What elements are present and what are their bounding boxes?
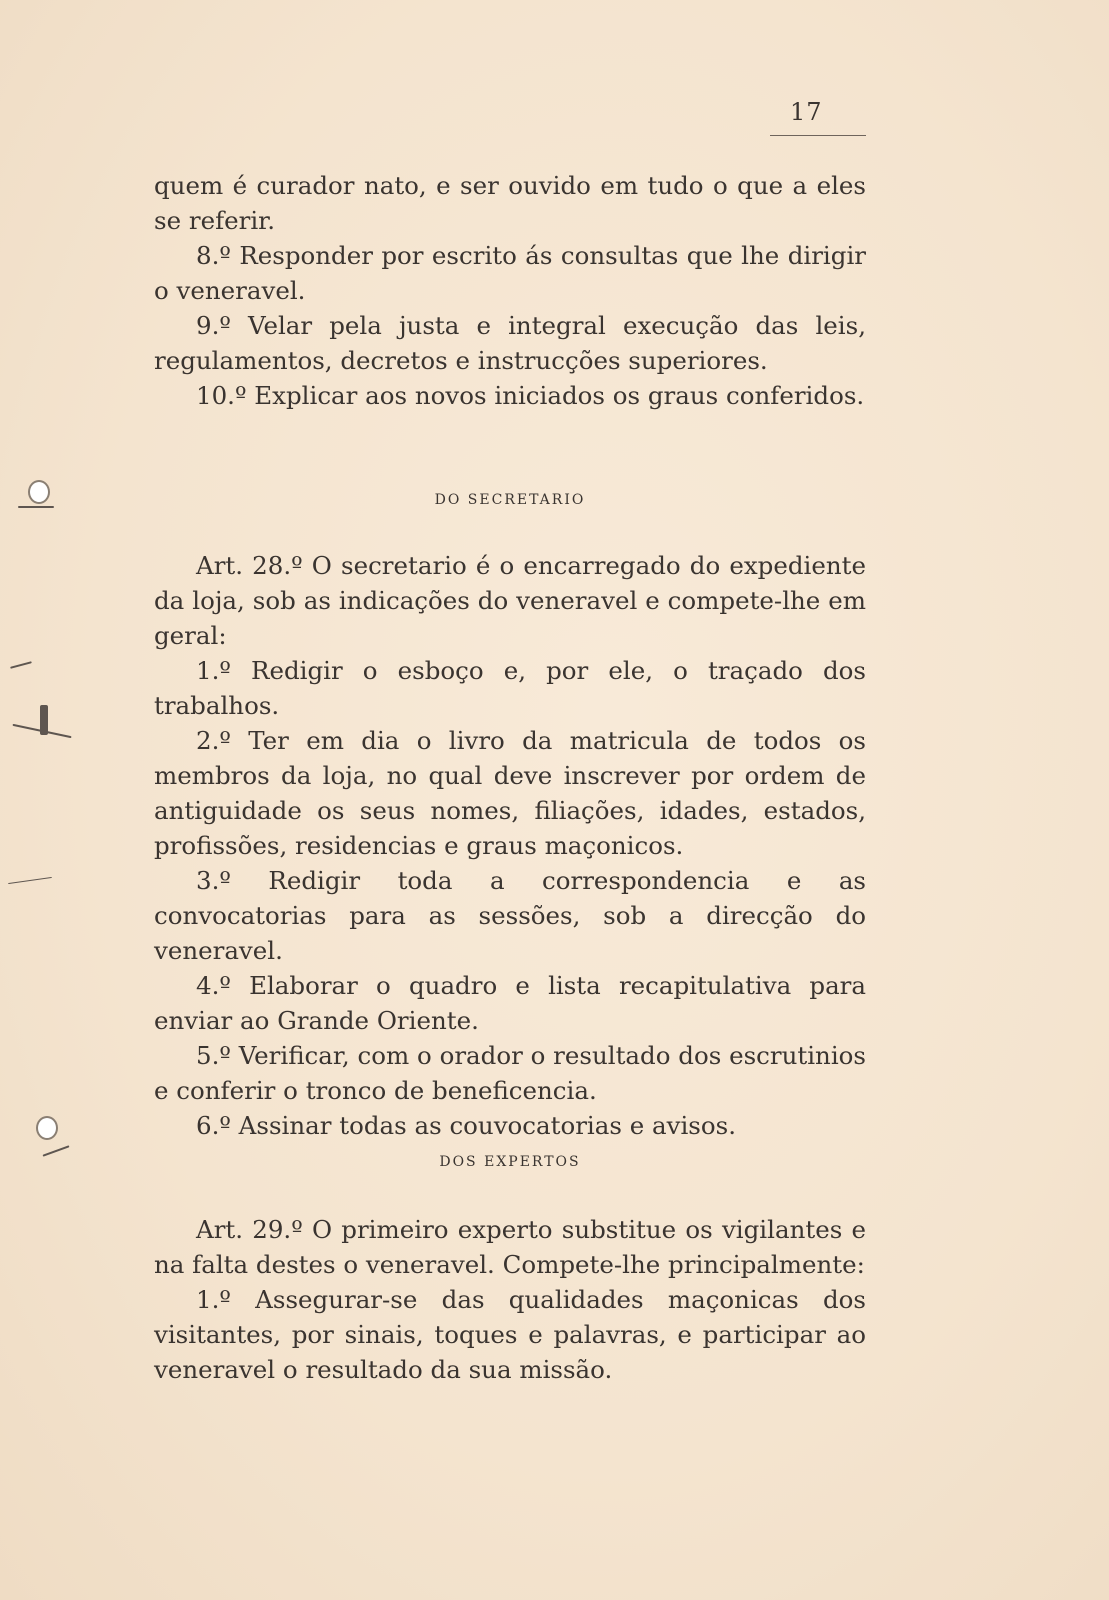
tear-mark-icon <box>8 877 52 884</box>
text-block-orador <box>154 168 866 413</box>
paragraph: 3.º Redigir toda a correspondencia e as convocatorias para as sessões, sob a direcção do veneravel. <box>154 866 866 965</box>
paragraph: 1.º Redigir o esboço e, por ele, o traçado dos trabalhos. <box>154 656 866 720</box>
paragraph: 6.º Assinar todas as couvocatorias e avisos. <box>196 1111 736 1140</box>
text-block-secretario <box>154 548 866 1143</box>
tear-mark-icon <box>18 506 54 508</box>
binding-hole-icon <box>28 480 50 504</box>
paragraph: 8.º Responder por escrito ás consultas que lhe dirigir o veneravel. <box>154 241 866 305</box>
binding-hole-icon <box>36 1116 58 1140</box>
paragraph: 9.º Velar pela justa e integral execução das leis, regulamentos, decretos e instrucções superiores. <box>154 311 866 375</box>
text-block-expertos <box>154 1212 866 1387</box>
tear-mark-icon <box>10 661 32 669</box>
tear-mark-icon <box>43 1145 70 1156</box>
header-rule <box>770 135 866 136</box>
paragraph: 10.º Explicar aos novos iniciados os graus conferidos. <box>196 381 865 410</box>
paragraph: 2.º Ter em dia o livro da matricula de todos os membros da loja, no qual deve inscrever por ordem de antiguidade os seus nomes, filiações, idades, estados, profissões, residencias e graus maçonicos. <box>154 726 866 860</box>
section-heading-expertos: DOS EXPERTOS <box>439 1154 581 1170</box>
paragraph: Art. 28.º O secretario é o encarregado do expediente da loja, sob as indicações do veneravel e compete-lhe em geral: <box>154 551 866 650</box>
paragraph: quem é curador nato, e ser ouvido em tudo o que a eles se referir. <box>154 171 866 235</box>
section-heading-secretario: DO SECRETARIO <box>434 492 586 508</box>
paragraph: Art. 29.º O primeiro experto substitue os vigilantes e na falta destes o veneravel. Compete-lhe principalmente: <box>154 1215 866 1279</box>
paragraph: 1.º Assegurar-se das qualidades maçonicas dos visitantes, por sinais, toques e palavras, e participar ao veneravel o resultado da sua missão. <box>154 1285 866 1384</box>
paragraph: 5.º Verificar, com o orador o resultado dos escrutinios e conferir o tronco de beneficencia. <box>154 1041 866 1105</box>
page-number: 17 <box>790 98 823 126</box>
paragraph: 4.º Elaborar o quadro e lista recapitulativa para enviar ao Grande Oriente. <box>154 971 866 1035</box>
